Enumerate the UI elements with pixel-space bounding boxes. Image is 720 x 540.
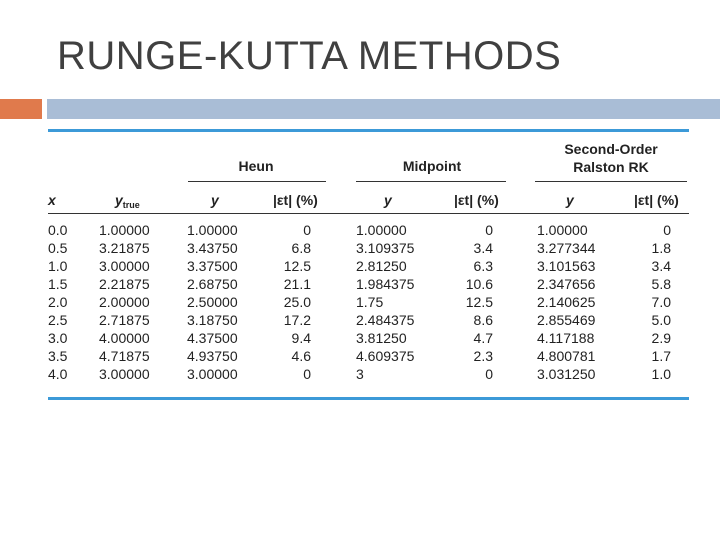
cell-heun-y: 4.93750	[187, 348, 238, 364]
cell-mid-e: 10.6	[465, 276, 493, 292]
cell-heun-e: 9.4	[291, 330, 311, 346]
table-bottom-rule	[48, 397, 689, 400]
cell-ral-y: 4.117188	[537, 330, 595, 346]
cell-ytrue: 2.71875	[99, 312, 150, 328]
cell-ytrue: 3.00000	[99, 366, 150, 382]
cell-mid-y: 4.609375	[356, 348, 415, 364]
cell-ral-y: 2.347656	[537, 276, 596, 292]
cell-heun-y: 3.37500	[187, 258, 238, 274]
cell-x: 4.0	[48, 366, 68, 382]
cell-mid-y: 2.81250	[356, 258, 407, 274]
cell-ral-y: 2.140625	[537, 294, 596, 310]
cell-ral-e: 1.7	[651, 348, 671, 364]
group-header-ralston-line2: Ralston RK	[573, 159, 649, 175]
cell-heun-e: 0	[303, 222, 311, 238]
cell-ral-e: 1.0	[651, 366, 671, 382]
slide-title: RUNGE-KUTTA METHODS	[57, 34, 562, 78]
cell-ral-y: 3.101563	[537, 258, 596, 274]
col-header-x: x	[48, 192, 56, 208]
cell-mid-e: 12.5	[465, 294, 493, 310]
cell-ral-e: 7.0	[651, 294, 671, 310]
cell-ral-y: 3.277344	[537, 240, 596, 256]
cell-heun-e: 17.2	[283, 312, 311, 328]
col-header-mid-y: y	[384, 192, 392, 208]
cell-heun-y: 4.37500	[187, 330, 238, 346]
cell-heun-y: 3.43750	[187, 240, 238, 256]
header-rule	[48, 213, 689, 214]
group-header-midpoint: Midpoint	[402, 158, 462, 174]
cell-x: 1.5	[48, 276, 68, 292]
cell-ytrue: 4.00000	[99, 330, 150, 346]
group-underline-ralston	[535, 181, 687, 182]
cell-heun-y: 1.00000	[187, 222, 238, 238]
cell-mid-e: 0	[485, 222, 493, 238]
cell-heun-y: 3.18750	[187, 312, 238, 328]
col-header-ytrue-sub: true	[122, 200, 140, 210]
cell-mid-e: 0	[485, 366, 493, 382]
group-underline-midpoint	[356, 181, 506, 182]
cell-x: 3.5	[48, 348, 68, 364]
cell-heun-e: 0	[303, 366, 311, 382]
cell-mid-y: 3.81250	[356, 330, 407, 346]
cell-x: 0.0	[48, 222, 68, 238]
cell-heun-e: 12.5	[283, 258, 311, 274]
cell-heun-y: 2.68750	[187, 276, 238, 292]
cell-heun-e: 6.8	[291, 240, 311, 256]
cell-ytrue: 3.00000	[99, 258, 150, 274]
col-header-ytrue	[115, 192, 140, 210]
cell-ral-y: 3.031250	[537, 366, 596, 382]
group-header-ralston-line1: Second-Order	[564, 141, 658, 157]
cell-ral-e: 0	[663, 222, 671, 238]
cell-mid-y: 2.484375	[356, 312, 415, 328]
cell-ytrue: 3.21875	[99, 240, 150, 256]
cell-heun-y: 2.50000	[187, 294, 238, 310]
cell-heun-e: 21.1	[283, 276, 311, 292]
group-header-heun: Heun	[238, 158, 274, 174]
accent-bar	[0, 99, 42, 119]
cell-x: 2.5	[48, 312, 68, 328]
col-header-ral-y: y	[566, 192, 574, 208]
cell-mid-y: 1.00000	[356, 222, 407, 238]
cell-x: 2.0	[48, 294, 68, 310]
cell-ral-e: 2.9	[651, 330, 671, 346]
cell-ral-e: 3.4	[651, 258, 671, 274]
col-header-ral-err: |εt| (%)	[634, 192, 679, 208]
cell-heun-e: 4.6	[291, 348, 311, 364]
cell-mid-e: 3.4	[473, 240, 493, 256]
cell-mid-y: 3	[356, 366, 364, 382]
cell-x: 3.0	[48, 330, 68, 346]
cell-mid-e: 2.3	[473, 348, 493, 364]
cell-ytrue: 4.71875	[99, 348, 150, 364]
col-header-mid-err: |εt| (%)	[454, 192, 499, 208]
cell-ral-e: 5.0	[651, 312, 671, 328]
cell-mid-e: 6.3	[473, 258, 493, 274]
col-header-heun-err: |εt| (%)	[273, 192, 318, 208]
cell-mid-y: 1.984375	[356, 276, 415, 292]
cell-mid-e: 8.6	[473, 312, 493, 328]
cell-ytrue: 1.00000	[99, 222, 150, 238]
cell-ytrue: 2.00000	[99, 294, 150, 310]
cell-mid-y: 3.109375	[356, 240, 415, 256]
cell-ral-y: 4.800781	[537, 348, 596, 364]
cell-mid-e: 4.7	[473, 330, 493, 346]
table-top-rule	[48, 129, 689, 132]
cell-heun-e: 25.0	[283, 294, 311, 310]
cell-heun-y: 3.00000	[187, 366, 238, 382]
cell-ytrue: 2.21875	[99, 276, 150, 292]
cell-ral-y: 2.855469	[537, 312, 596, 328]
cell-x: 0.5	[48, 240, 68, 256]
cell-ral-e: 1.8	[651, 240, 671, 256]
cell-ral-e: 5.8	[651, 276, 671, 292]
title-underline-bar	[47, 99, 720, 119]
col-header-ytrue-main: y	[115, 192, 123, 208]
group-underline-heun	[188, 181, 326, 182]
cell-mid-y: 1.75	[356, 294, 384, 310]
cell-x: 1.0	[48, 258, 68, 274]
col-header-heun-y: y	[211, 192, 219, 208]
cell-ral-y: 1.00000	[537, 222, 588, 238]
